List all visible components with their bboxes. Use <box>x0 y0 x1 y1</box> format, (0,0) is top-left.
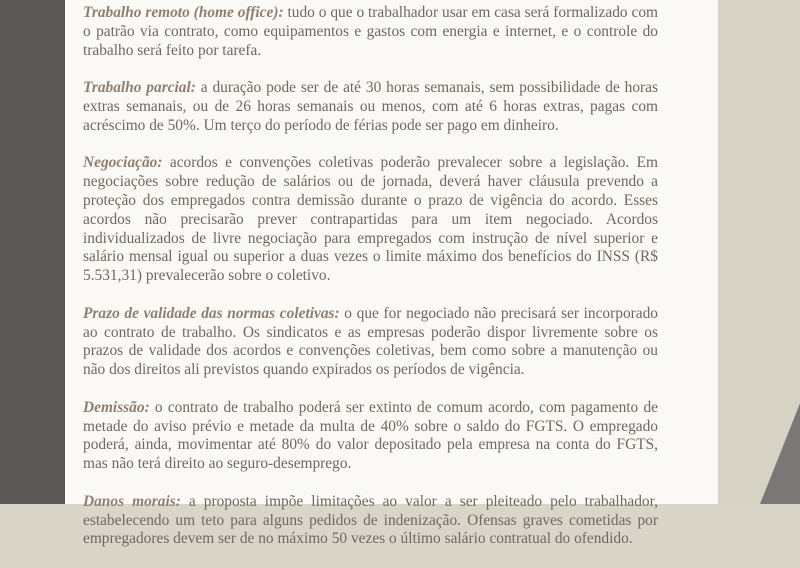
text-trabalho-remoto: tudo o que o trabalhador usar em casa será formalizado com o patrão via contrato, como equipamentos e gastos com energia e internet, e o controle do trabalho será feito por tarefa. <box>83 4 658 59</box>
paragraph-trabalho-parcial <box>83 79 658 135</box>
term-negociacao: Negociação: <box>83 154 163 172</box>
text-demissao: o contrato de trabalho poderá ser extinto de comum acordo, com pagamento de metade do aviso prévio e metade da multa de 40% sobre o saldo do FGTS. O empregado poderá, ainda, movimentar até 80% do valor depositado pela empresa na conta do FGTS, mas não terá direito ao seguro-desemprego. <box>83 398 658 473</box>
text-trabalho-parcial: a duração pode ser de até 30 horas semanais, sem possibilidade de horas extras semanais, ou de 26 horas semanais ou menos, com até 6 horas extras, pagas com acréscimo de 50%. Um terço do período de férias pode ser pago em dinheiro. <box>83 79 659 134</box>
document-body <box>83 4 658 568</box>
term-danos-morais: Danos morais: <box>83 492 181 510</box>
paragraph-prazo-validade <box>83 305 658 380</box>
term-trabalho-parcial: Trabalho parcial: <box>83 79 196 97</box>
text-prazo-validade: o que for negociado não precisará ser incorporado ao contrato de trabalho. Os sindicatos e as empresas poderão dispor livremente sobre os prazos de validade dos acordos e convenções coletivas, bem como sobre a manutenção ou não dos direitos ali previstos quando expirados os períodos de vigência. <box>83 304 658 379</box>
term-prazo-validade: Prazo de validade das normas coletivas: <box>83 304 340 322</box>
paragraph-danos-morais <box>83 493 658 549</box>
text-negociacao: acordos e convenções coletivas poderão prevalecer sobre a legislação. Em negociações sobre redução de salários ou de jornada, deverá haver cláusula prevendo a proteção dos empregados contra demissão durante o prazo de vigência do acordo. Esses acordos não precisarão prever contrapartidas para um item negociado. Acordos individualizados de livre negociação para empregados com instrução de nível superior e salário mensal igual ou superior a duas vezes o limite máximo dos benefícios do INSS (R$ 5.531,31) prevalecerão sobre o coletivo. <box>83 154 658 285</box>
text-danos-morais: a proposta impõe limitações ao valor a ser pleiteado pelo trabalhador, estabelecendo um teto para alguns pedidos de indenização. Ofensas graves cometidas por empregadores devem ser de no máximo 50 vezes o último salário contratual do ofendido. <box>83 492 658 548</box>
paragraph-trabalho-remoto <box>83 4 658 60</box>
term-demissao: Demissão: <box>83 398 150 416</box>
term-trabalho-remoto: Trabalho remoto (home office): <box>83 4 284 21</box>
paragraph-demissao <box>83 399 658 474</box>
paragraph-negociacao <box>83 154 658 286</box>
background-right <box>710 0 800 504</box>
